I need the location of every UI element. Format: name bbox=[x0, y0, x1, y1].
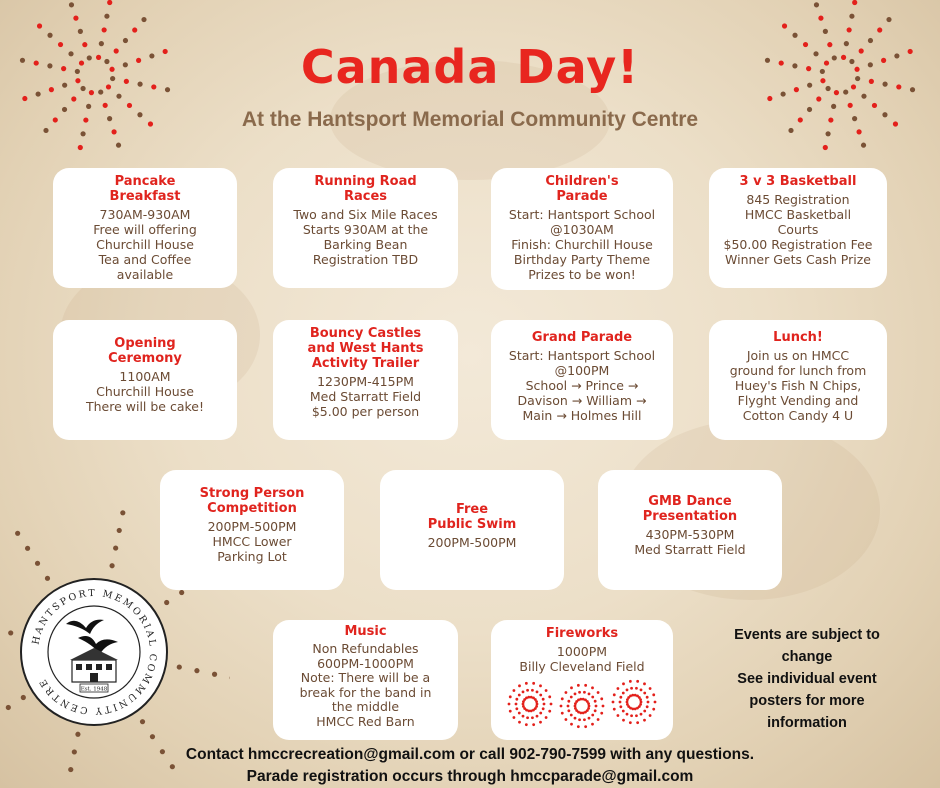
firework-spark bbox=[619, 696, 622, 699]
logo-graphic bbox=[22, 580, 166, 724]
firework-dot bbox=[767, 96, 772, 101]
firework-dot bbox=[818, 16, 823, 21]
event-details: 1230PM-415PM Med Starratt Field $5.00 per person bbox=[309, 374, 422, 419]
firework-dot bbox=[212, 672, 217, 677]
firework-spark bbox=[629, 721, 632, 724]
firework-spark bbox=[583, 718, 586, 721]
firework-spark bbox=[515, 703, 518, 706]
event-card-running-road-races bbox=[273, 168, 458, 288]
firework-spark bbox=[574, 717, 577, 720]
notice-line-1: Events are subject to change bbox=[734, 627, 880, 665]
firework-dot bbox=[823, 29, 828, 34]
firework-dot bbox=[782, 23, 787, 28]
firework-spark bbox=[526, 689, 529, 692]
firework-spark bbox=[584, 725, 587, 728]
event-title: Grand Parade bbox=[531, 330, 633, 345]
firework-spark bbox=[567, 705, 570, 708]
event-details: 1000PM Billy Cleveland Field bbox=[519, 644, 645, 674]
page-subtitle: At the Hantsport Memorial Community Centre bbox=[241, 108, 699, 131]
firework-spark bbox=[594, 709, 597, 712]
event-title: Music bbox=[344, 624, 387, 639]
firework-spark bbox=[561, 697, 564, 700]
event-title: Children's Parade bbox=[545, 174, 619, 204]
event-card-pancake-breakfast bbox=[53, 168, 237, 288]
firework-spark bbox=[643, 692, 646, 695]
fireworks-illustration bbox=[502, 676, 662, 732]
event-title: Opening Ceremony bbox=[108, 336, 182, 366]
firework-spark bbox=[513, 689, 516, 692]
firework-spark bbox=[646, 705, 649, 708]
firework-spark bbox=[545, 716, 548, 719]
firework-spark bbox=[574, 692, 577, 695]
firework-spark bbox=[591, 723, 594, 726]
event-card-childrens-parade bbox=[491, 168, 673, 290]
firework-spark bbox=[531, 716, 534, 719]
firework-spark bbox=[636, 721, 639, 724]
firework-spark bbox=[522, 705, 525, 708]
event-card-music bbox=[273, 620, 458, 740]
firework-spark bbox=[639, 698, 642, 701]
firework-spark bbox=[531, 689, 534, 692]
firework-dot bbox=[877, 27, 882, 32]
firework-spark bbox=[622, 682, 625, 685]
firework-dot bbox=[6, 705, 11, 710]
logo-est-text: Est. 1948 bbox=[80, 686, 108, 693]
firework-spark bbox=[643, 719, 646, 722]
firework-spark bbox=[595, 705, 598, 708]
firework-spark bbox=[654, 701, 657, 704]
firework-spark bbox=[518, 694, 521, 697]
contact-footer bbox=[0, 744, 940, 788]
firework-spark bbox=[518, 712, 521, 715]
firework-spark bbox=[567, 709, 570, 712]
firework-spark bbox=[584, 684, 587, 687]
firework-dot bbox=[37, 23, 42, 28]
firework-spark bbox=[631, 694, 634, 697]
firework-dot bbox=[22, 96, 27, 101]
firework-dot bbox=[15, 531, 20, 536]
firework-dot bbox=[177, 664, 182, 669]
firework-dot bbox=[194, 668, 199, 673]
logo-ring-text: HANTSPORT MEMORIAL COMMUNITY CENTRE bbox=[30, 587, 159, 717]
contact-line: Contact hmccrecreation@gmail.com or call 902-790-7599 with any questions. bbox=[185, 746, 755, 763]
event-title: GMB Dance Presentation bbox=[642, 494, 738, 524]
firework-spark bbox=[522, 715, 525, 718]
firework-spark bbox=[619, 705, 622, 708]
event-card-lunch bbox=[709, 320, 887, 440]
firework-dot bbox=[141, 17, 146, 22]
firework-dot bbox=[25, 546, 30, 551]
firework-spark bbox=[629, 680, 632, 683]
firework-spark bbox=[567, 700, 570, 703]
firework-spark bbox=[579, 698, 582, 701]
firework-spark bbox=[561, 712, 564, 715]
firework-dot bbox=[814, 2, 819, 7]
firework-spark bbox=[591, 686, 594, 689]
firework-dot bbox=[107, 0, 112, 5]
firework-spark bbox=[583, 691, 586, 694]
firework-spark bbox=[640, 701, 643, 704]
firework-dot bbox=[120, 510, 125, 515]
firework-spark bbox=[525, 723, 528, 726]
firework-dot bbox=[116, 94, 121, 99]
firework-dot bbox=[71, 96, 76, 101]
event-title: Fireworks bbox=[545, 626, 619, 641]
event-details: Non Refundables 600PM-1000PM Note: There will be a break for the band in the middle HMCC Red Barn bbox=[299, 641, 432, 729]
firework-spark bbox=[577, 684, 580, 687]
firework-dot bbox=[113, 545, 118, 550]
firework-spark bbox=[532, 723, 535, 726]
firework-dot bbox=[816, 96, 821, 101]
firework-dot bbox=[117, 528, 122, 533]
firework-spark bbox=[622, 692, 625, 695]
firework-spark bbox=[597, 691, 600, 694]
firework-spark bbox=[646, 696, 649, 699]
firework-dot bbox=[179, 590, 184, 595]
event-details: 1100AM Churchill House There will be cake! bbox=[85, 369, 205, 414]
firework-dot bbox=[78, 145, 83, 150]
firework-spark bbox=[597, 718, 600, 721]
firework-dot bbox=[109, 563, 114, 568]
event-card-gmb-dance bbox=[598, 470, 782, 590]
firework-spark bbox=[536, 715, 539, 718]
firework-spark bbox=[643, 710, 646, 713]
event-details: 430PM-530PM Med Starratt Field bbox=[634, 527, 746, 557]
firework-spark bbox=[588, 692, 591, 695]
firework-spark bbox=[509, 695, 512, 698]
firework-spark bbox=[613, 708, 616, 711]
firework-dot bbox=[823, 145, 828, 150]
firework-spark bbox=[574, 705, 577, 708]
firework-dot bbox=[75, 732, 80, 737]
firework-spark bbox=[587, 702, 590, 705]
firework-spark bbox=[578, 718, 581, 721]
firework-spark bbox=[634, 707, 637, 710]
firework-spark bbox=[588, 705, 591, 708]
firework-dot bbox=[69, 2, 74, 7]
firework-spark bbox=[626, 713, 629, 716]
firework-spark bbox=[640, 688, 643, 691]
parade-registration-line: Parade registration occurs through hmccparade@gmail.com bbox=[246, 768, 694, 785]
firework-spark bbox=[508, 703, 511, 706]
firework-dot bbox=[861, 143, 866, 148]
firework-spark bbox=[630, 687, 633, 690]
firework-dot bbox=[792, 33, 797, 38]
firework-spark bbox=[522, 690, 525, 693]
firework-spark bbox=[652, 708, 655, 711]
firework-spark bbox=[536, 703, 539, 706]
firework-spark bbox=[539, 694, 542, 697]
firework-spark bbox=[545, 689, 548, 692]
hmcc-logo bbox=[20, 578, 168, 726]
event-details: Start: Hantsport School @100PM School → Prince → Davison → William → Main → Holmes Hill bbox=[508, 348, 656, 423]
event-details: 200PM-500PM HMCC Lower Parking Lot bbox=[207, 519, 297, 564]
firework-spark bbox=[649, 687, 652, 690]
firework-spark bbox=[515, 707, 518, 710]
firework-spark bbox=[565, 691, 568, 694]
firework-spark bbox=[542, 698, 545, 701]
firework-spark bbox=[617, 687, 620, 690]
firework-spark bbox=[613, 693, 616, 696]
event-title: Running Road Races bbox=[314, 174, 417, 204]
firework-spark bbox=[588, 717, 591, 720]
event-card-grand-parade bbox=[491, 320, 673, 440]
firework-spark bbox=[550, 703, 553, 706]
event-card-opening-ceremony bbox=[53, 320, 237, 440]
firework-spark bbox=[527, 696, 530, 699]
firework-spark bbox=[649, 714, 652, 717]
firework-spark bbox=[636, 680, 639, 683]
firework-spark bbox=[542, 707, 545, 710]
house-roof-icon bbox=[70, 648, 118, 660]
firework-spark bbox=[635, 687, 638, 690]
event-card-strong-person bbox=[160, 470, 344, 590]
event-title: Free Public Swim bbox=[427, 502, 517, 532]
firework-spark bbox=[630, 714, 633, 717]
firework-spark bbox=[600, 697, 603, 700]
firework-spark bbox=[652, 693, 655, 696]
firework-dot bbox=[852, 0, 857, 5]
firework-dot bbox=[104, 14, 109, 19]
event-card-basketball bbox=[709, 168, 887, 288]
firework-spark bbox=[518, 721, 521, 724]
firework-spark bbox=[570, 714, 573, 717]
firework-spark bbox=[594, 700, 597, 703]
firework-spark bbox=[578, 691, 581, 694]
firework-spark bbox=[535, 700, 538, 703]
event-details: 730AM-930AM Free will offering Churchill House Tea and Coffee available bbox=[93, 207, 197, 282]
firework-spark bbox=[539, 712, 542, 715]
firework-spark bbox=[647, 701, 650, 704]
firework-spark bbox=[582, 711, 585, 714]
event-details: 200PM-500PM bbox=[427, 535, 517, 550]
firework-spark bbox=[530, 709, 533, 712]
event-title: Lunch! bbox=[773, 330, 823, 345]
firework-spark bbox=[543, 703, 546, 706]
event-details: 845 Registration HMCC Basketball Courts $50.00 Registration Fee Winner Gets Cash Prize bbox=[723, 192, 873, 267]
firework-dot bbox=[35, 561, 40, 566]
firework-dot bbox=[73, 16, 78, 21]
firework-spark bbox=[640, 713, 643, 716]
firework-dot bbox=[847, 27, 852, 32]
firework-spark bbox=[515, 698, 518, 701]
event-title: Strong Person Competition bbox=[199, 486, 305, 516]
page-title: Canada Day! bbox=[300, 40, 640, 94]
firework-spark bbox=[526, 716, 529, 719]
event-card-bouncy-castles bbox=[273, 320, 458, 440]
firework-spark bbox=[560, 705, 563, 708]
notice-line-2: See individual event posters for more information bbox=[737, 671, 877, 731]
firework-spark bbox=[518, 684, 521, 687]
event-title: Pancake Breakfast bbox=[109, 174, 181, 204]
event-details: Two and Six Mile Races Starts 930AM at the Barking Bean Registration TBD bbox=[293, 207, 438, 267]
event-card-public-swim bbox=[380, 470, 564, 590]
firework-spark bbox=[574, 707, 577, 710]
firework-spark bbox=[602, 705, 605, 708]
firework-spark bbox=[622, 710, 625, 713]
firework-dot bbox=[150, 734, 155, 739]
firework-dot bbox=[116, 143, 121, 148]
bird-icon bbox=[66, 620, 104, 634]
firework-spark bbox=[626, 701, 629, 704]
firework-dot bbox=[132, 27, 137, 32]
event-card-fireworks bbox=[491, 620, 673, 740]
firework-spark bbox=[591, 714, 594, 717]
event-details: Join us on HMCC ground for lunch from Huey's Fish N Chips, Flyght Vending and Cotton Candy 4 U bbox=[729, 348, 867, 423]
firework-spark bbox=[565, 718, 568, 721]
event-details: Start: Hantsport School @1030AM Finish: Churchill House Birthday Party Theme Prizes to be won! bbox=[508, 207, 656, 282]
firework-spark bbox=[617, 714, 620, 717]
firework-dot bbox=[47, 33, 52, 38]
firework-dot bbox=[78, 29, 83, 34]
firework-spark bbox=[532, 682, 535, 685]
firework-spark bbox=[619, 701, 622, 704]
firework-spark bbox=[622, 719, 625, 722]
events-notice bbox=[712, 624, 902, 734]
firework-spark bbox=[626, 688, 629, 691]
firework-spark bbox=[513, 716, 516, 719]
firework-spark bbox=[548, 710, 551, 713]
firework-dot bbox=[8, 630, 13, 635]
firework-dot bbox=[849, 14, 854, 19]
firework-spark bbox=[509, 710, 512, 713]
firework-spark bbox=[577, 725, 580, 728]
firework-spark bbox=[539, 721, 542, 724]
firework-spark bbox=[591, 696, 594, 699]
firework-dot bbox=[102, 27, 107, 32]
firework-spark bbox=[635, 714, 638, 717]
event-title: Bouncy Castles and West Hants Activity Trailer bbox=[307, 326, 424, 371]
firework-spark bbox=[522, 703, 525, 706]
firework-spark bbox=[600, 712, 603, 715]
firework-spark bbox=[570, 686, 573, 689]
firework-spark bbox=[626, 703, 629, 706]
firework-spark bbox=[525, 682, 528, 685]
event-title: 3 v 3 Basketball bbox=[739, 174, 857, 189]
firework-spark bbox=[643, 682, 646, 685]
firework-spark bbox=[536, 690, 539, 693]
firework-spark bbox=[570, 696, 573, 699]
firework-dot bbox=[886, 17, 891, 22]
firework-dot bbox=[861, 94, 866, 99]
firework-spark bbox=[539, 684, 542, 687]
firework-spark bbox=[570, 723, 573, 726]
firework-spark bbox=[548, 695, 551, 698]
firework-spark bbox=[612, 701, 615, 704]
